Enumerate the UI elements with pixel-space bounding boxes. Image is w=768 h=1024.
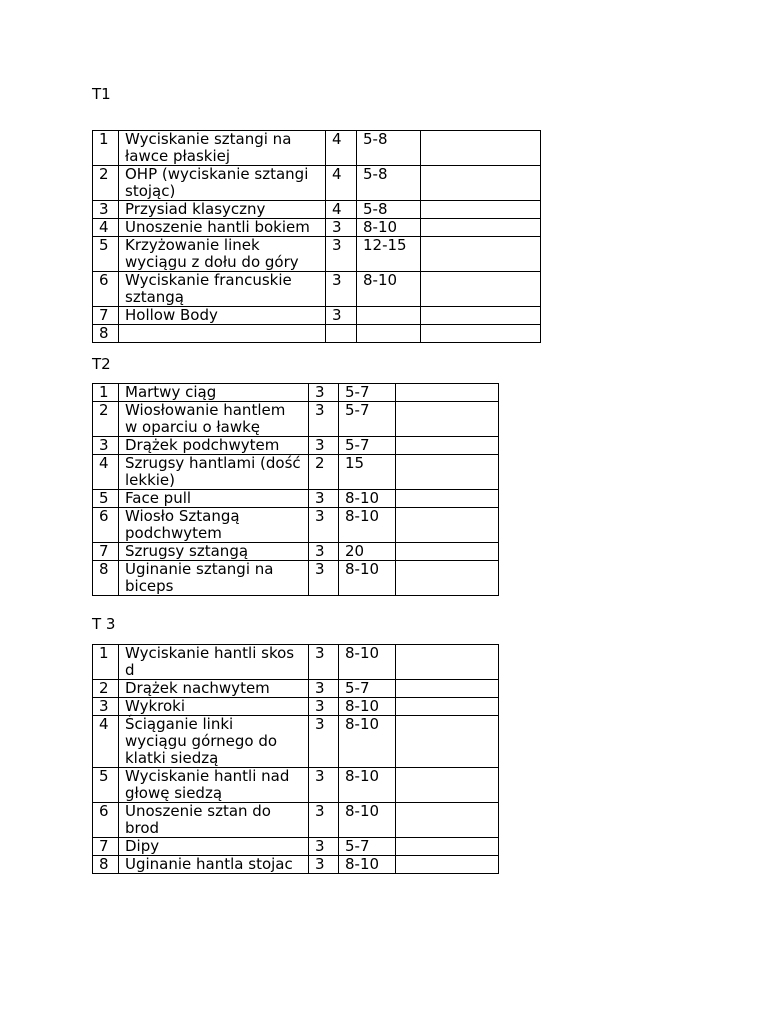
exercise-cell: Hollow Body [119,307,326,325]
exercise-cell: Face pull [119,490,309,508]
sets-cell: 3 [309,856,339,874]
exercise-cell: Wykroki [119,698,309,716]
notes-cell [396,716,499,768]
table-row [93,131,541,166]
table-row [93,402,499,437]
notes-cell [396,508,499,543]
sets-cell: 3 [309,680,339,698]
reps-cell: 8-10 [357,219,421,237]
notes-cell [421,325,541,343]
sets-cell: 4 [326,201,357,219]
row-number-cell: 1 [93,645,119,680]
reps-cell: 8-10 [339,490,396,508]
exercise-cell: Przysiad klasyczny [119,201,326,219]
row-number-cell: 3 [93,201,119,219]
sets-cell: 3 [309,645,339,680]
reps-cell: 5-7 [339,437,396,455]
row-number-cell: 8 [93,561,119,596]
reps-cell: 5-7 [339,838,396,856]
sets-cell: 3 [309,716,339,768]
notes-cell [421,201,541,219]
sets-cell: 3 [326,307,357,325]
reps-cell: 8-10 [339,856,396,874]
sets-cell: 3 [326,219,357,237]
exercise-cell [119,325,326,343]
notes-cell [421,166,541,201]
table-row [93,561,499,596]
sets-cell [326,325,357,343]
table-row [93,237,541,272]
sets-cell: 3 [309,698,339,716]
exercise-cell: Wyciskanie hantli skos d [119,645,309,680]
exercise-cell: Uginanie hantla stojac [119,856,309,874]
sets-cell: 3 [309,384,339,402]
exercise-cell: Dipy [119,838,309,856]
row-number-cell: 3 [93,437,119,455]
t3-table [92,644,499,874]
exercise-cell: Wyciskanie sztangi na ławce płaskiej [119,131,326,166]
reps-cell: 5-7 [339,384,396,402]
table-row [93,698,499,716]
sets-cell: 3 [309,508,339,543]
notes-cell [396,384,499,402]
notes-cell [396,561,499,596]
reps-cell [357,325,421,343]
sets-cell: 3 [309,838,339,856]
reps-cell: 20 [339,543,396,561]
reps-cell: 5-7 [339,680,396,698]
table-row [93,307,541,325]
row-number-cell: 7 [93,838,119,856]
reps-cell: 8-10 [339,803,396,838]
sets-cell: 3 [309,543,339,561]
table-row [93,508,499,543]
table-row [93,803,499,838]
exercise-cell: Martwy ciąg [119,384,309,402]
row-number-cell: 5 [93,490,119,508]
exercise-cell: Krzyżowanie linek wyciągu z dołu do góry [119,237,326,272]
notes-cell [396,698,499,716]
reps-cell: 8-10 [339,698,396,716]
notes-cell [421,219,541,237]
table-row [93,219,541,237]
reps-cell: 8-10 [339,561,396,596]
notes-cell [396,768,499,803]
row-number-cell: 2 [93,402,119,437]
notes-cell [421,272,541,307]
t1-table [92,130,541,343]
sets-cell: 4 [326,166,357,201]
table-row [93,384,499,402]
row-number-cell: 2 [93,166,119,201]
table-row [93,201,541,219]
reps-cell: 5-8 [357,131,421,166]
reps-cell: 5-8 [357,166,421,201]
table-row [93,768,499,803]
notes-cell [396,838,499,856]
row-number-cell: 1 [93,384,119,402]
table-row [93,272,541,307]
reps-cell: 8-10 [339,716,396,768]
table-row [93,543,499,561]
reps-cell: 5-8 [357,201,421,219]
row-number-cell: 6 [93,272,119,307]
sets-cell: 4 [326,131,357,166]
reps-cell: 8-10 [357,272,421,307]
t2-heading: T2 [92,355,111,373]
row-number-cell: 8 [93,325,119,343]
row-number-cell: 2 [93,680,119,698]
exercise-cell: Unoszenie hantli bokiem [119,219,326,237]
row-number-cell: 5 [93,768,119,803]
table-row [93,490,499,508]
table-row [93,325,541,343]
t1-heading: T1 [92,85,111,103]
row-number-cell: 6 [93,803,119,838]
reps-cell: 12-15 [357,237,421,272]
row-number-cell: 6 [93,508,119,543]
sets-cell: 3 [326,272,357,307]
row-number-cell: 5 [93,237,119,272]
sets-cell: 3 [309,803,339,838]
sets-cell: 3 [309,561,339,596]
row-number-cell: 4 [93,219,119,237]
sets-cell: 3 [309,490,339,508]
exercise-cell: Drążek podchwytem [119,437,309,455]
table-row [93,838,499,856]
exercise-cell: Szrugsy hantlami (dość lekkie) [119,455,309,490]
notes-cell [396,543,499,561]
table-row [93,856,499,874]
exercise-cell: Wiosłowanie hantlem w oparciu o ławkę [119,402,309,437]
notes-cell [421,307,541,325]
row-number-cell: 4 [93,716,119,768]
exercise-cell: Uginanie sztangi na biceps [119,561,309,596]
exercise-cell: Wyciskanie francuskie sztangą [119,272,326,307]
sets-cell: 3 [326,237,357,272]
sets-cell: 2 [309,455,339,490]
row-number-cell: 1 [93,131,119,166]
sets-cell: 3 [309,768,339,803]
notes-cell [421,131,541,166]
notes-cell [396,680,499,698]
exercise-cell: OHP (wyciskanie sztangi stojąc) [119,166,326,201]
reps-cell: 8-10 [339,768,396,803]
notes-cell [396,856,499,874]
notes-cell [396,645,499,680]
table-row [93,716,499,768]
notes-cell [396,402,499,437]
notes-cell [396,437,499,455]
t3-heading: T 3 [92,615,116,633]
exercise-cell: Wyciskanie hantli nad głowę siedzą [119,768,309,803]
notes-cell [421,237,541,272]
reps-cell: 15 [339,455,396,490]
table-row [93,437,499,455]
exercise-cell: Unoszenie sztan do brod [119,803,309,838]
reps-cell: 5-7 [339,402,396,437]
t2-table [92,383,499,596]
exercise-cell: Ściąganie linki wyciągu górnego do klatki siedzą [119,716,309,768]
reps-cell: 8-10 [339,508,396,543]
sets-cell: 3 [309,402,339,437]
table-row [93,680,499,698]
table-row [93,455,499,490]
reps-cell [357,307,421,325]
table-row [93,166,541,201]
exercise-cell: Szrugsy sztangą [119,543,309,561]
notes-cell [396,490,499,508]
row-number-cell: 4 [93,455,119,490]
row-number-cell: 7 [93,307,119,325]
row-number-cell: 3 [93,698,119,716]
reps-cell: 8-10 [339,645,396,680]
notes-cell [396,803,499,838]
sets-cell: 3 [309,437,339,455]
notes-cell [396,455,499,490]
row-number-cell: 8 [93,856,119,874]
table-row [93,645,499,680]
exercise-cell: Drążek nachwytem [119,680,309,698]
exercise-cell: Wiosło Sztangą podchwytem [119,508,309,543]
row-number-cell: 7 [93,543,119,561]
